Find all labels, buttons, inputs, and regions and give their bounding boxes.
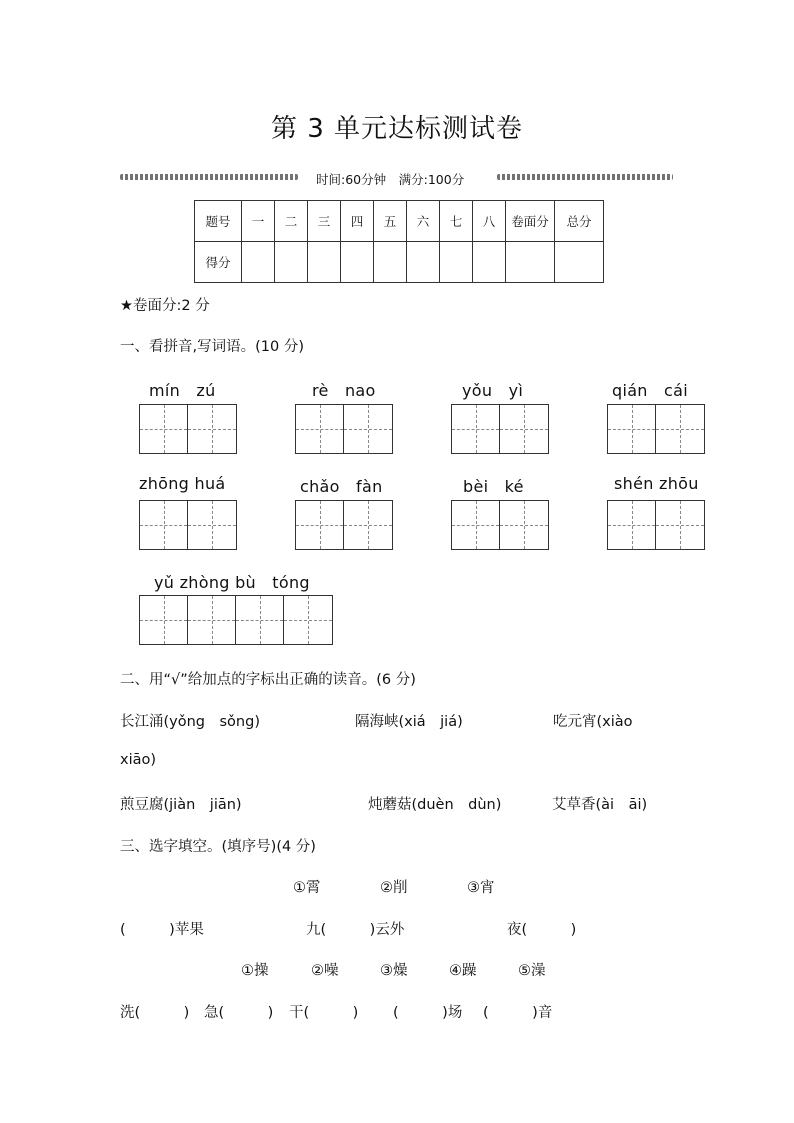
- q1-title: 一、看拼音,写词语。(10 分): [120, 339, 304, 355]
- score-header-cell: 卷面分: [506, 201, 555, 242]
- score-input-cell[interactable]: [308, 242, 341, 283]
- writing-grid[interactable]: [451, 404, 549, 454]
- page-title: 第 3 单元达标测试卷: [270, 114, 524, 144]
- writing-grid[interactable]: [607, 404, 705, 454]
- pinyin-label: zhōng huá: [139, 474, 226, 493]
- q2-title: 二、用“√”给加点的字标出正确的读音。(6 分): [120, 672, 416, 688]
- score-input-cell[interactable]: [341, 242, 374, 283]
- pinyin-label: shén zhōu: [614, 474, 699, 493]
- pinyin-label: yǒu yì: [462, 381, 524, 400]
- q3-option: ②削: [380, 880, 408, 896]
- score-header-cell: 六: [407, 201, 440, 242]
- pinyin-label: rè nao: [312, 381, 376, 400]
- q3-title: 三、选字填空。(填序号)(4 分): [120, 839, 316, 855]
- writing-grid[interactable]: [139, 500, 237, 550]
- q3-blank[interactable]: ( )音: [483, 1005, 553, 1021]
- pinyin-label: mín zú: [149, 381, 216, 400]
- q3-blank[interactable]: 夜( ): [507, 922, 577, 938]
- score-header-cell: 总分: [555, 201, 604, 242]
- score-header-cell: 八: [473, 201, 506, 242]
- score-input-cell[interactable]: [440, 242, 473, 283]
- score-input-cell[interactable]: [407, 242, 440, 283]
- score-input-cell[interactable]: [275, 242, 308, 283]
- q3-option: ①操: [241, 963, 269, 979]
- q2-item-continued: xiāo): [120, 752, 157, 768]
- score-table-header-row: [195, 201, 604, 242]
- q3-blank[interactable]: 九( )云外: [306, 922, 405, 938]
- writing-grid[interactable]: [139, 595, 333, 645]
- q2-item: 艾草香(ài āi): [552, 797, 648, 813]
- score-header-cell: 四: [341, 201, 374, 242]
- q2-item: 煎豆腐(jiàn jiān): [120, 797, 242, 813]
- neatness-note: ★卷面分:2 分: [120, 298, 210, 314]
- q3-blank[interactable]: ( )场: [393, 1005, 463, 1021]
- q2-item: 炖蘑菇(duèn dùn): [368, 797, 502, 813]
- q2-item: 隔海峡(xiá jiá): [355, 714, 463, 730]
- score-header-cell: 三: [308, 201, 341, 242]
- score-input-cell[interactable]: [555, 242, 604, 283]
- score-header-cell: 五: [374, 201, 407, 242]
- q3-blank[interactable]: 干( ): [289, 1005, 359, 1021]
- q3-option: ④躁: [449, 963, 477, 979]
- score-table-score-row: [195, 242, 604, 283]
- writing-grid[interactable]: [295, 404, 393, 454]
- score-row-label: 得分: [195, 242, 242, 283]
- score-input-cell[interactable]: [473, 242, 506, 283]
- pinyin-label: bèi ké: [463, 477, 524, 496]
- score-input-cell[interactable]: [506, 242, 555, 283]
- writing-grid[interactable]: [607, 500, 705, 550]
- q3-blank[interactable]: 急( ): [204, 1005, 274, 1021]
- q3-blank[interactable]: 洗( ): [120, 1005, 190, 1021]
- q2-item: 吃元宵(xiào: [553, 714, 633, 730]
- pinyin-label: chǎo fàn: [300, 477, 383, 496]
- score-input-cell[interactable]: [242, 242, 275, 283]
- score-header-cell: 七: [440, 201, 473, 242]
- pinyin-label: qián cái: [612, 381, 688, 400]
- q3-option: ②噪: [311, 963, 339, 979]
- score-header-cell: 题号: [195, 201, 242, 242]
- decorative-divider-right: [497, 174, 673, 180]
- writing-grid[interactable]: [139, 404, 237, 454]
- q2-item: 长江涌(yǒng sǒng): [120, 714, 260, 730]
- writing-grid[interactable]: [295, 500, 393, 550]
- pinyin-label: yǔ zhòng bù tóng: [154, 573, 310, 592]
- score-table: [194, 200, 604, 283]
- score-input-cell[interactable]: [374, 242, 407, 283]
- exam-meta: 时间:60分钟 满分:100分: [316, 172, 465, 187]
- q3-option: ③燥: [380, 963, 408, 979]
- q3-option: ③宵: [467, 880, 495, 896]
- decorative-divider-left: [120, 174, 298, 180]
- q3-option: ⑤澡: [518, 963, 546, 979]
- score-header-cell: 二: [275, 201, 308, 242]
- q3-option: ①霄: [293, 880, 321, 896]
- writing-grid[interactable]: [451, 500, 549, 550]
- score-header-cell: 一: [242, 201, 275, 242]
- q3-blank[interactable]: ( )苹果: [120, 922, 204, 938]
